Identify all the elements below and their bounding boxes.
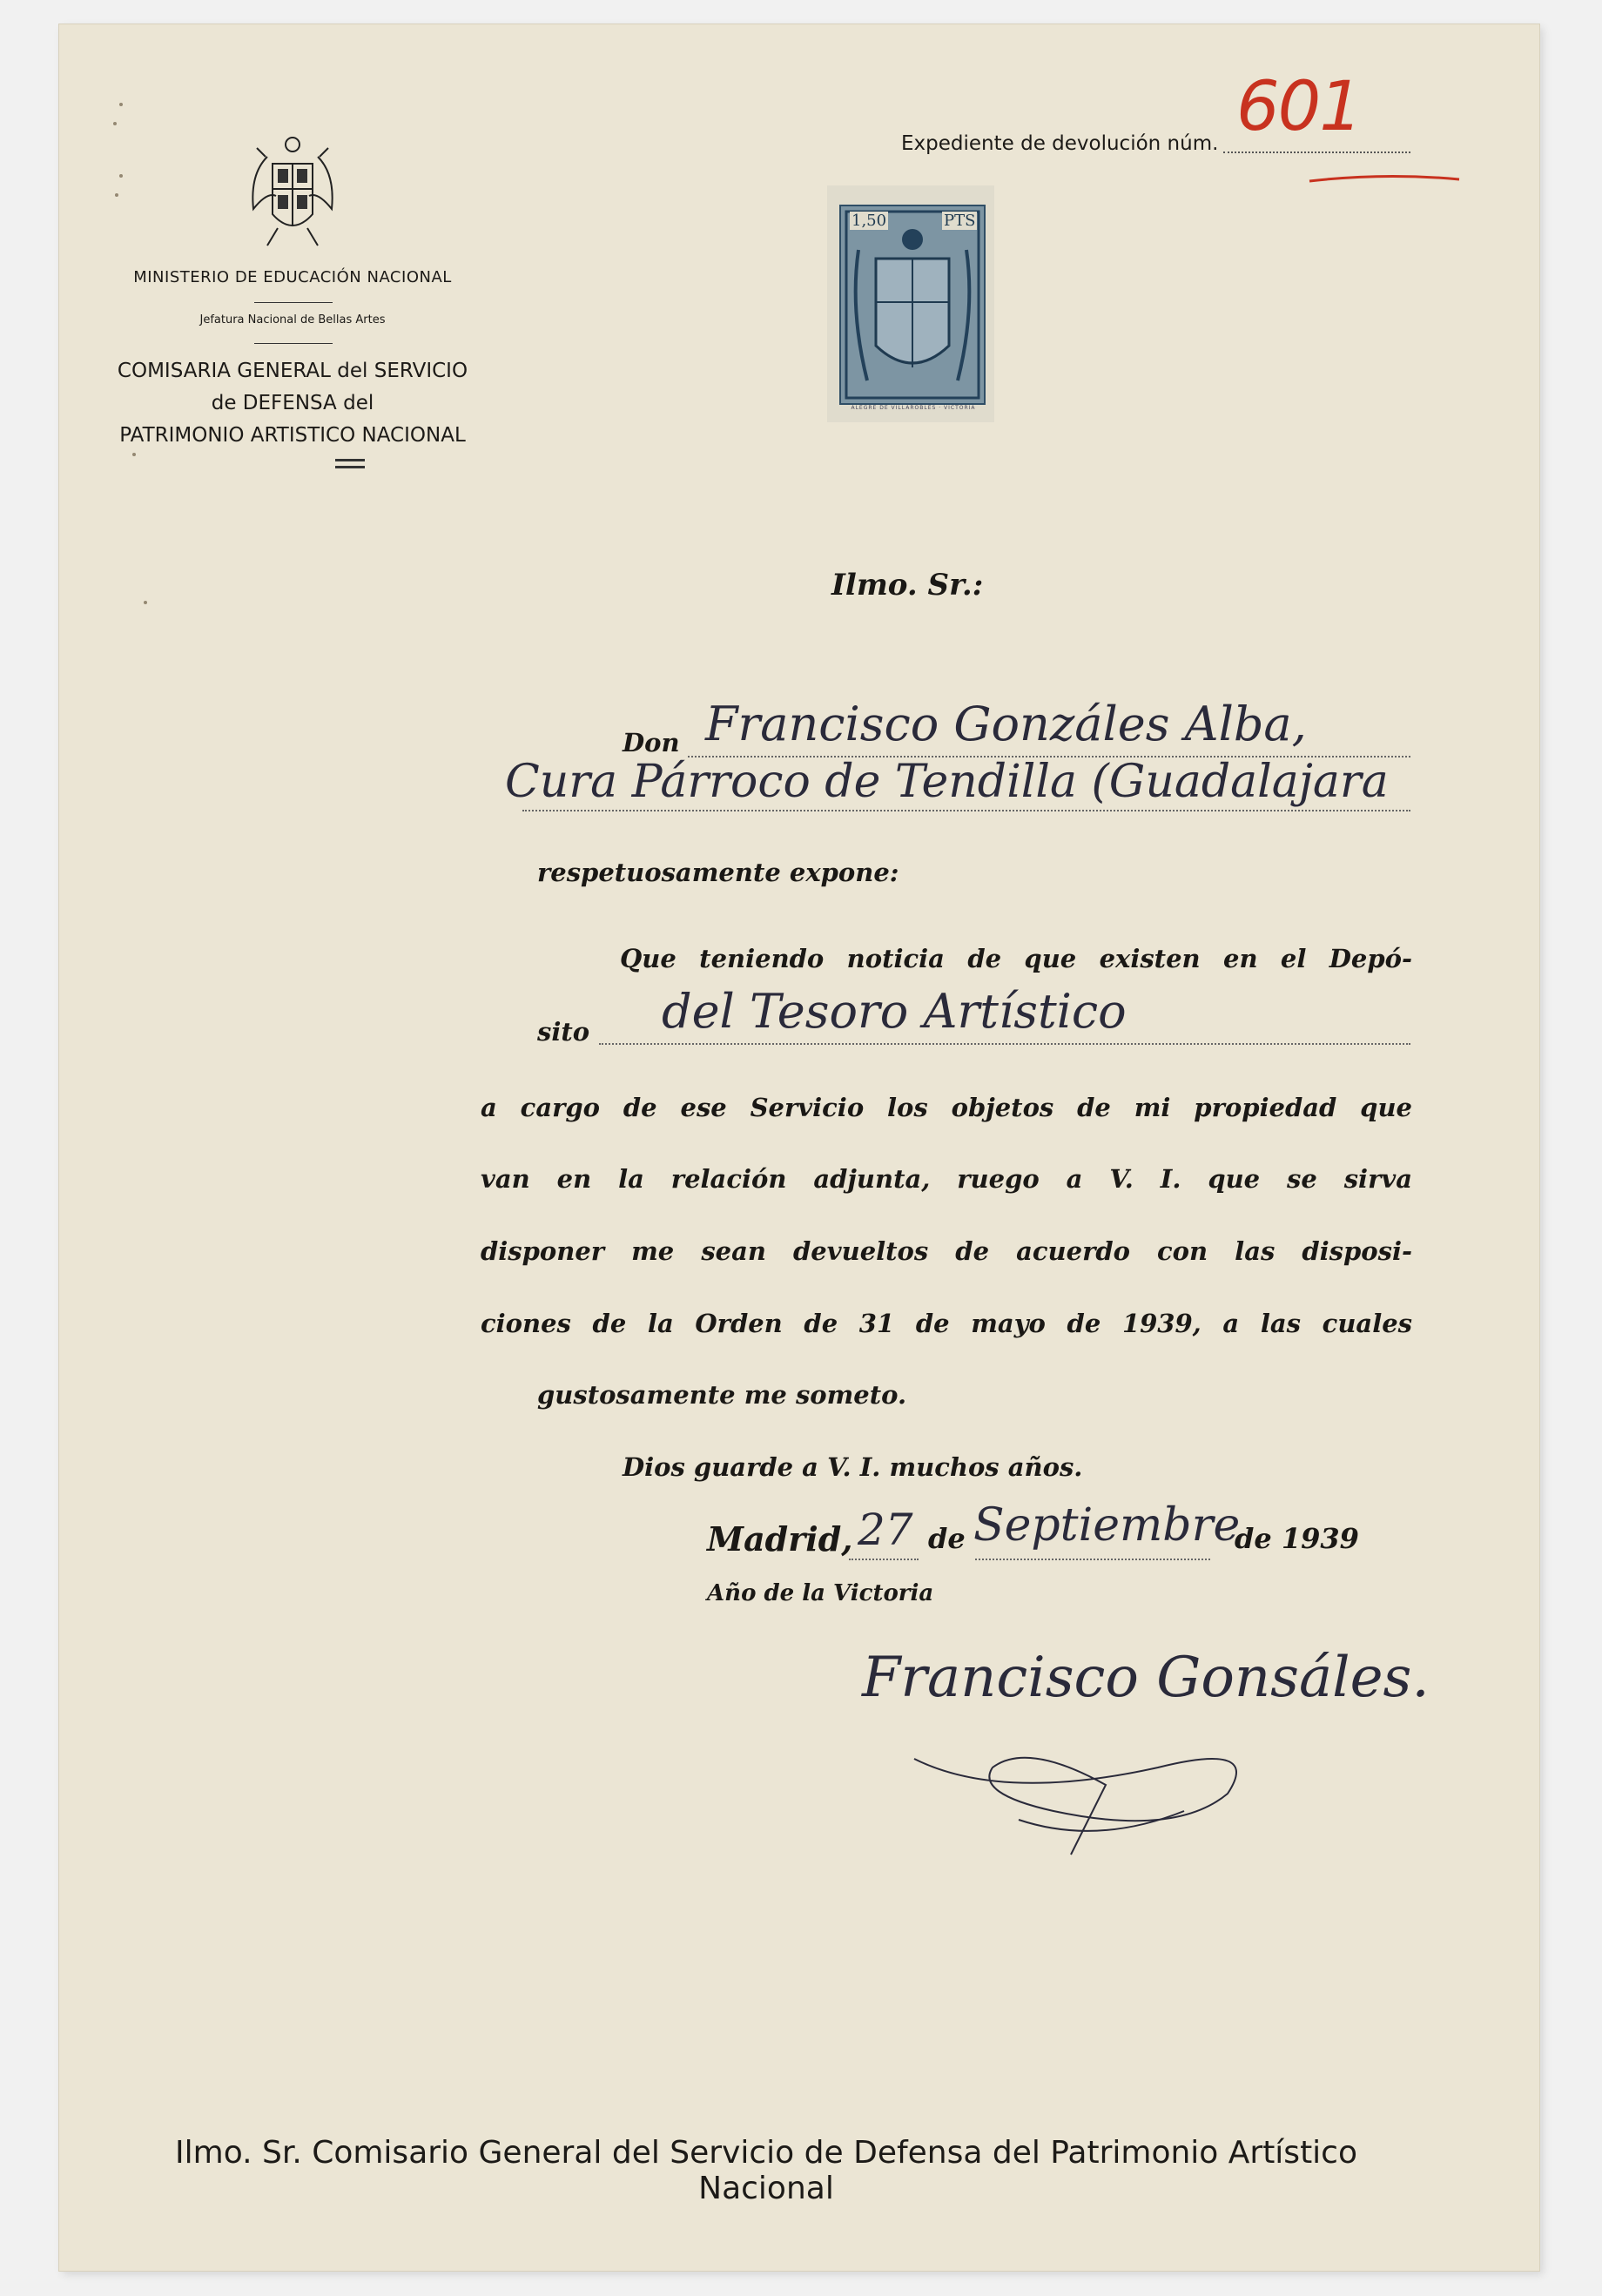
day-dotted-line bbox=[849, 1559, 919, 1560]
letterhead-divider bbox=[254, 343, 333, 344]
don-name-handwritten: Francisco Gonzáles Alba, bbox=[705, 697, 1307, 751]
ano-victoria: Año de la Victoria bbox=[707, 1580, 934, 1606]
comisaria-line: PATRIMONIO ARTISTICO NACIONAL bbox=[119, 424, 466, 447]
stamp-caption: ALEGRE DE VILLAROBLES · VICTORIA bbox=[851, 405, 976, 411]
deposito-handwritten: del Tesoro Artístico bbox=[662, 984, 1127, 1039]
paper-speck bbox=[119, 103, 123, 106]
letterhead-divider bbox=[254, 302, 333, 303]
month-dotted-line bbox=[975, 1559, 1210, 1560]
expone-line: respetuosamente expone: bbox=[537, 858, 899, 887]
coat-of-arms-icon bbox=[241, 131, 344, 252]
stamp-face bbox=[839, 205, 986, 405]
signature-flourish bbox=[897, 1707, 1315, 1863]
date-day-handwritten: 27 bbox=[858, 1505, 913, 1555]
double-rule bbox=[335, 459, 365, 461]
double-rule bbox=[335, 466, 365, 468]
paper-speck bbox=[132, 453, 136, 456]
paragraph-line: van en la relación adjunta, ruego a V. I. que se sirva bbox=[481, 1164, 1412, 1194]
ministry-heading: MINISTERIO DE EDUCACIÓN NACIONAL bbox=[133, 268, 452, 286]
paragraph-line: a cargo de ese Servicio los objetos de mi propiedad que bbox=[481, 1093, 1412, 1122]
paragraph-line: ciones de la Orden de 31 de mayo de 1939, a las cuales bbox=[481, 1309, 1412, 1338]
date-place: Madrid, bbox=[707, 1519, 853, 1559]
deposito-dotted-line bbox=[599, 1043, 1410, 1045]
don-title-dotted-line bbox=[522, 810, 1410, 811]
red-underline bbox=[1306, 165, 1463, 192]
comisaria-line: COMISARIA GENERAL del SERVICIO bbox=[117, 360, 468, 382]
fiscal-stamp bbox=[827, 185, 994, 422]
expediente-label: Expediente de devolución núm. bbox=[901, 132, 1219, 155]
paper-speck bbox=[113, 122, 117, 125]
sito-label: sito bbox=[537, 1017, 590, 1047]
paragraph-line: disponer me sean devueltos de acuerdo con las disposi- bbox=[481, 1236, 1412, 1266]
don-title-handwritten: Cura Párroco de Tendilla (Guadalajara bbox=[505, 756, 1389, 808]
jefatura-heading: Jefatura Nacional de Bellas Artes bbox=[199, 313, 386, 327]
closing-line: Dios guarde a V. I. muchos años. bbox=[623, 1452, 1083, 1482]
stamp-value: 1,50 bbox=[851, 212, 887, 230]
signature-text: Francisco Gonsáles. bbox=[862, 1646, 1430, 1710]
comisaria-line: de DEFENSA del bbox=[211, 392, 374, 414]
stamp-unit: PTS bbox=[944, 212, 976, 230]
stamp-shield-icon bbox=[841, 206, 984, 403]
paper-speck bbox=[119, 174, 123, 178]
expediente-dotted-line bbox=[1223, 151, 1410, 153]
don-label: Don bbox=[623, 728, 680, 757]
paragraph-line: gustosamente me someto. bbox=[537, 1380, 907, 1410]
addressee-footer: Ilmo. Sr. Comisario General del Servicio de Defensa del Patrimonio Artístico Nacional bbox=[175, 2135, 1357, 2206]
expediente-number: 601 bbox=[1236, 68, 1361, 146]
date-year: de 1939 bbox=[1235, 1522, 1359, 1555]
paragraph-line: Que teniendo noticia de que existen en el Depó- bbox=[620, 944, 1412, 973]
salutation: Ilmo. Sr.: bbox=[831, 568, 984, 603]
paper-speck bbox=[115, 193, 118, 197]
date-de: de bbox=[928, 1522, 966, 1555]
date-month-handwritten: Septiembre bbox=[973, 1499, 1241, 1552]
paper-speck bbox=[144, 601, 147, 604]
comisaria-heading bbox=[96, 355, 489, 452]
